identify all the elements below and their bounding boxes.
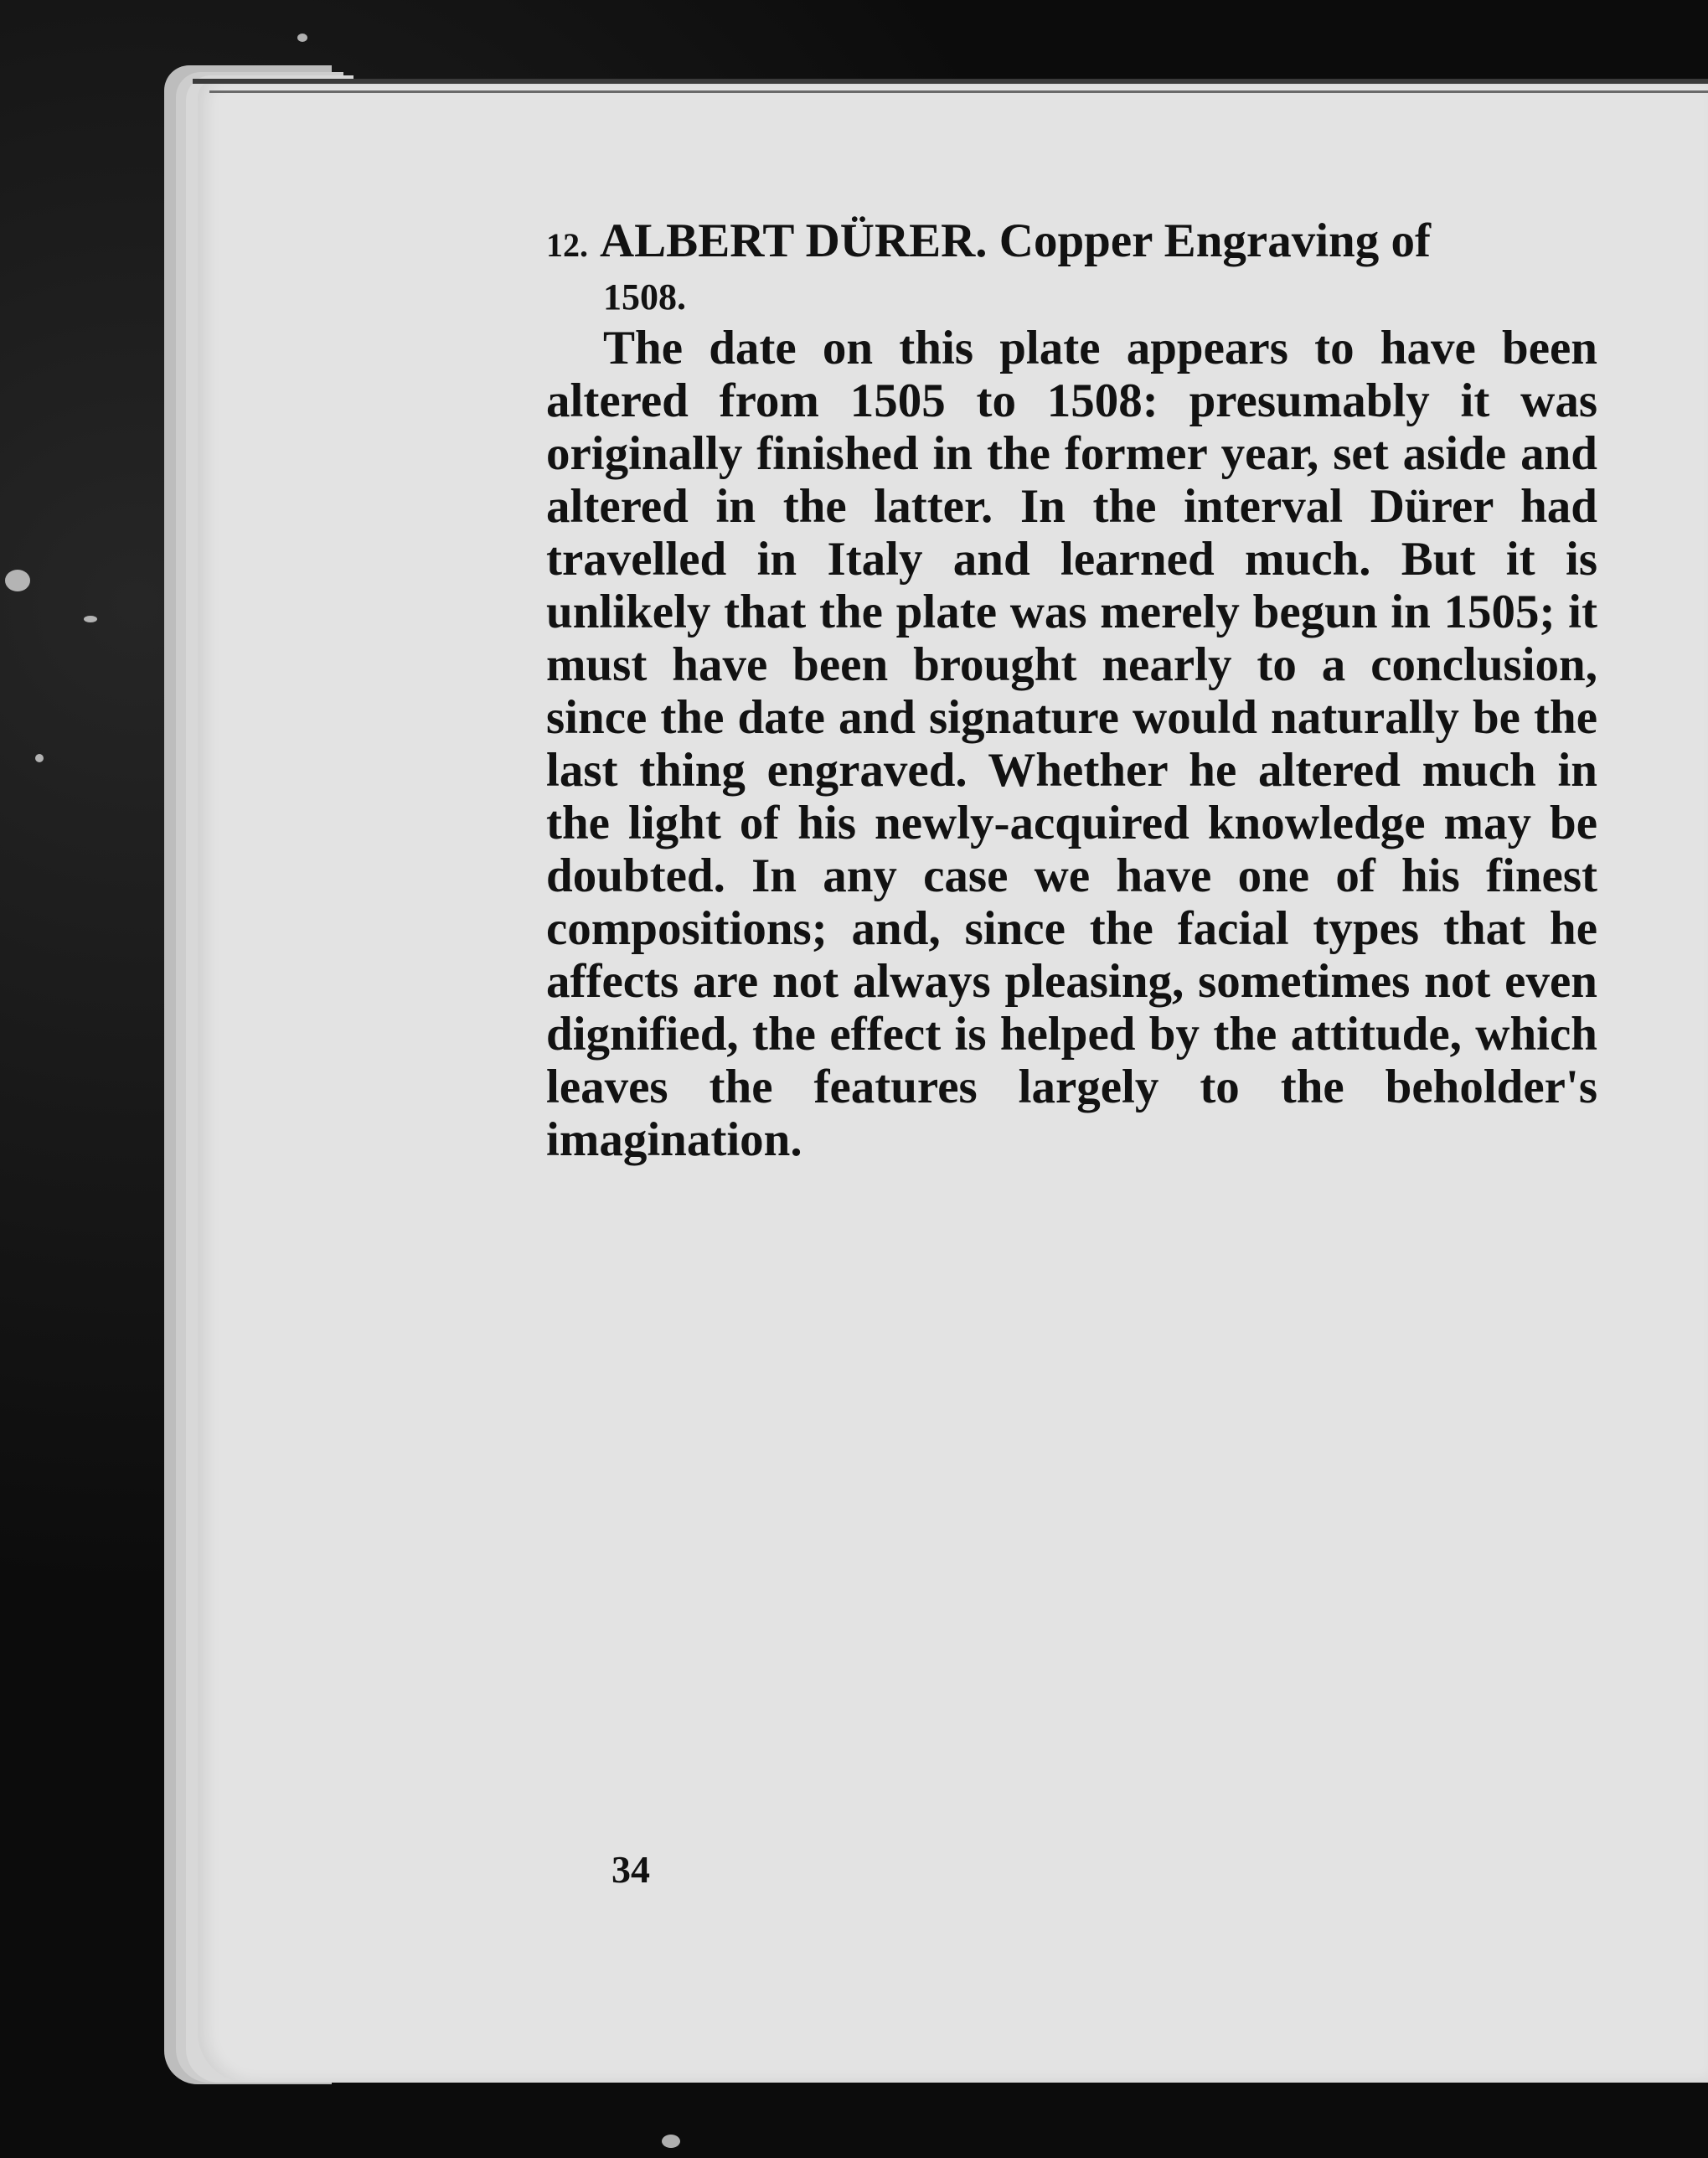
- page-top-edge-inner: [209, 90, 1708, 93]
- entry-date: 1508.: [603, 276, 686, 318]
- entry-number: 12.: [546, 226, 588, 264]
- entry-title: ALBERT DÜRER. Copper Engraving of: [600, 214, 1431, 267]
- dust-speck: [297, 34, 307, 42]
- dust-speck: [35, 754, 44, 762]
- dust-speck: [84, 616, 97, 622]
- page-number: 34: [611, 1848, 650, 1891]
- dust-speck: [5, 570, 30, 591]
- page-content: [546, 214, 1597, 1166]
- page-top-edge: [193, 79, 1708, 84]
- entry-heading: [546, 214, 1597, 322]
- entry-body: The date on this plate appears to have been altered from 1505 to 1508: presumably it was originally finished in the former year, set aside and altered in the latter. In the interval Dürer had travelled in Italy and learned much. But it is unlikely that the plate was merely begun in 1505; it must have been brought nearly to a conclusion, since the date and signature would naturally be the last thing engraved. Whether he altered much in the light of his newly-acquired knowledge may be doubted. In any case we have one of his finest compositions; and, since the facial types that he affects are not always pleasing, sometimes not even dignified, the effect is helped by the attitude, which leaves the features largely to the beholder's imagination.: [546, 322, 1597, 1166]
- dust-speck: [662, 2135, 680, 2148]
